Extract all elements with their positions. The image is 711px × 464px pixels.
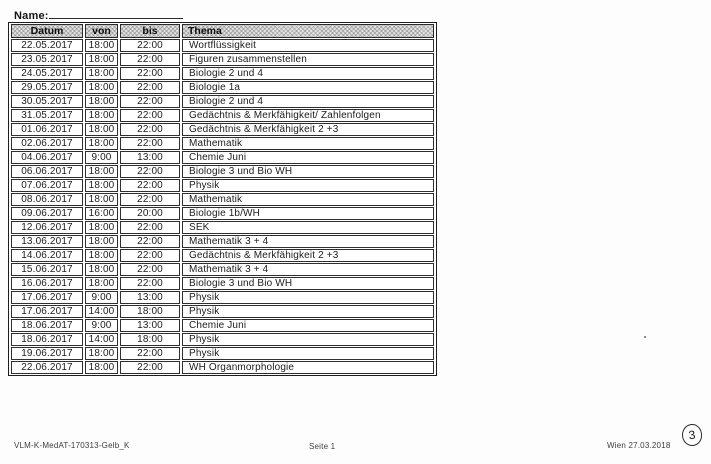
table-row [11, 53, 434, 66]
cell-datum: 13.06.2017 [11, 235, 83, 248]
scan-artifact-speck [644, 336, 646, 338]
cell-von: 14:00 [85, 333, 118, 346]
cell-thema: Biologie 2 und 4 [182, 67, 434, 80]
table-row [11, 179, 434, 192]
cell-bis: 22:00 [120, 193, 180, 206]
cell-thema: Gedächtnis & Merkfähigkeit 2 +3 [182, 123, 434, 136]
cell-thema: SEK [182, 221, 434, 234]
table-row [11, 361, 434, 374]
cell-von: 9:00 [85, 291, 118, 304]
cell-thema: Figuren zusammenstellen [182, 53, 434, 66]
cell-von: 18:00 [85, 347, 118, 360]
cell-thema: Physik [182, 333, 434, 346]
cell-datum: 18.06.2017 [11, 319, 83, 332]
cell-datum: 06.06.2017 [11, 165, 83, 178]
cell-von: 18:00 [85, 249, 118, 262]
cell-von: 18:00 [85, 277, 118, 290]
cell-bis: 18:00 [120, 305, 180, 318]
cell-thema: Mathematik 3 + 4 [182, 263, 434, 276]
table-row [11, 319, 434, 332]
table-row [11, 151, 434, 164]
cell-von: 18:00 [85, 235, 118, 248]
cell-von: 18:00 [85, 179, 118, 192]
cell-datum: 08.06.2017 [11, 193, 83, 206]
table-row [11, 347, 434, 360]
cell-bis: 22:00 [120, 81, 180, 94]
cell-datum: 31.05.2017 [11, 109, 83, 122]
cell-datum: 18.06.2017 [11, 333, 83, 346]
schedule-table [8, 22, 437, 376]
cell-bis: 13:00 [120, 291, 180, 304]
cell-von: 18:00 [85, 67, 118, 80]
cell-bis: 22:00 [120, 123, 180, 136]
cell-thema: Biologie 2 und 4 [182, 95, 434, 108]
cell-datum: 01.06.2017 [11, 123, 83, 136]
cell-bis: 22:00 [120, 263, 180, 276]
cell-bis: 22:00 [120, 137, 180, 150]
cell-bis: 22:00 [120, 235, 180, 248]
cell-datum: 14.06.2017 [11, 249, 83, 262]
cell-von: 18:00 [85, 221, 118, 234]
cell-datum: 23.05.2017 [11, 53, 83, 66]
cell-thema: Physik [182, 347, 434, 360]
cell-datum: 24.05.2017 [11, 67, 83, 80]
cell-thema: Chemie Juni [182, 319, 434, 332]
cell-datum: 17.06.2017 [11, 305, 83, 318]
cell-datum: 09.06.2017 [11, 207, 83, 220]
table-row [11, 39, 434, 52]
table-row [11, 263, 434, 276]
cell-thema: Physik [182, 179, 434, 192]
column-header-thema: Thema [182, 24, 434, 38]
cell-thema: Mathematik [182, 137, 434, 150]
table-row [11, 81, 434, 94]
cell-von: 18:00 [85, 137, 118, 150]
column-header-bis: bis [120, 24, 180, 38]
footer-page-number: Seite 1 [309, 442, 336, 451]
table-row [11, 235, 434, 248]
cell-datum: 02.06.2017 [11, 137, 83, 150]
footer-document-code: VLM-K-MedAT-170313-Gelb_K [14, 441, 130, 450]
table-row [11, 193, 434, 206]
cell-von: 18:00 [85, 39, 118, 52]
cell-bis: 20:00 [120, 207, 180, 220]
table-row [11, 221, 434, 234]
table-row [11, 207, 434, 220]
column-header-von: von [85, 24, 118, 38]
cell-thema: Wortflüssigkeit [182, 39, 434, 52]
cell-bis: 22:00 [120, 179, 180, 192]
cell-bis: 22:00 [120, 361, 180, 374]
cell-bis: 22:00 [120, 249, 180, 262]
cell-thema: Biologie 3 und Bio WH [182, 277, 434, 290]
cell-von: 9:00 [85, 151, 118, 164]
schedule-body [11, 39, 434, 374]
table-row [11, 305, 434, 318]
name-underline [49, 9, 183, 19]
cell-bis: 22:00 [120, 165, 180, 178]
cell-datum: 15.06.2017 [11, 263, 83, 276]
table-row [11, 333, 434, 346]
cell-thema: Gedächtnis & Merkfähigkeit 2 +3 [182, 249, 434, 262]
table-row [11, 249, 434, 262]
cell-thema: WH Organmorphologie [182, 361, 434, 374]
cell-von: 14:00 [85, 305, 118, 318]
table-row [11, 277, 434, 290]
handwritten-circled-number: 3 [681, 423, 704, 448]
cell-thema: Mathematik 3 + 4 [182, 235, 434, 248]
table-row [11, 291, 434, 304]
cell-bis: 22:00 [120, 95, 180, 108]
cell-datum: 12.06.2017 [11, 221, 83, 234]
cell-thema: Physik [182, 305, 434, 318]
cell-thema: Biologie 1a [182, 81, 434, 94]
cell-datum: 07.06.2017 [11, 179, 83, 192]
cell-bis: 13:00 [120, 319, 180, 332]
table-row [11, 67, 434, 80]
cell-thema: Gedächtnis & Merkfähigkeit/ Zahlenfolgen [182, 109, 434, 122]
cell-bis: 22:00 [120, 277, 180, 290]
cell-bis: 22:00 [120, 67, 180, 80]
cell-datum: 29.05.2017 [11, 81, 83, 94]
name-label: Name: [14, 10, 49, 22]
table-header-row [11, 24, 434, 38]
table-row [11, 165, 434, 178]
cell-bis: 18:00 [120, 333, 180, 346]
cell-bis: 22:00 [120, 347, 180, 360]
cell-von: 16:00 [85, 207, 118, 220]
cell-von: 18:00 [85, 193, 118, 206]
cell-von: 9:00 [85, 319, 118, 332]
cell-thema: Chemie Juni [182, 151, 434, 164]
cell-datum: 17.06.2017 [11, 291, 83, 304]
cell-thema: Biologie 1b/WH [182, 207, 434, 220]
table-row [11, 109, 434, 122]
cell-datum: 30.05.2017 [11, 95, 83, 108]
cell-von: 18:00 [85, 81, 118, 94]
cell-thema: Physik [182, 291, 434, 304]
cell-von: 18:00 [85, 109, 118, 122]
cell-datum: 22.05.2017 [11, 39, 83, 52]
cell-datum: 16.06.2017 [11, 277, 83, 290]
cell-von: 18:00 [85, 123, 118, 136]
table-row [11, 123, 434, 136]
cell-bis: 22:00 [120, 39, 180, 52]
cell-von: 18:00 [85, 53, 118, 66]
cell-von: 18:00 [85, 95, 118, 108]
cell-von: 18:00 [85, 263, 118, 276]
footer-place-date: Wien 27.03.2018 [607, 441, 671, 450]
cell-bis: 22:00 [120, 221, 180, 234]
cell-von: 18:00 [85, 165, 118, 178]
cell-thema: Mathematik [182, 193, 434, 206]
cell-bis: 22:00 [120, 109, 180, 122]
cell-datum: 04.06.2017 [11, 151, 83, 164]
table-row [11, 95, 434, 108]
cell-datum: 19.06.2017 [11, 347, 83, 360]
cell-von: 18:00 [85, 361, 118, 374]
table-row [11, 137, 434, 150]
cell-datum: 22.06.2017 [11, 361, 83, 374]
cell-thema: Biologie 3 und Bio WH [182, 165, 434, 178]
column-header-datum: Datum [11, 24, 83, 38]
cell-bis: 22:00 [120, 53, 180, 66]
cell-bis: 13:00 [120, 151, 180, 164]
